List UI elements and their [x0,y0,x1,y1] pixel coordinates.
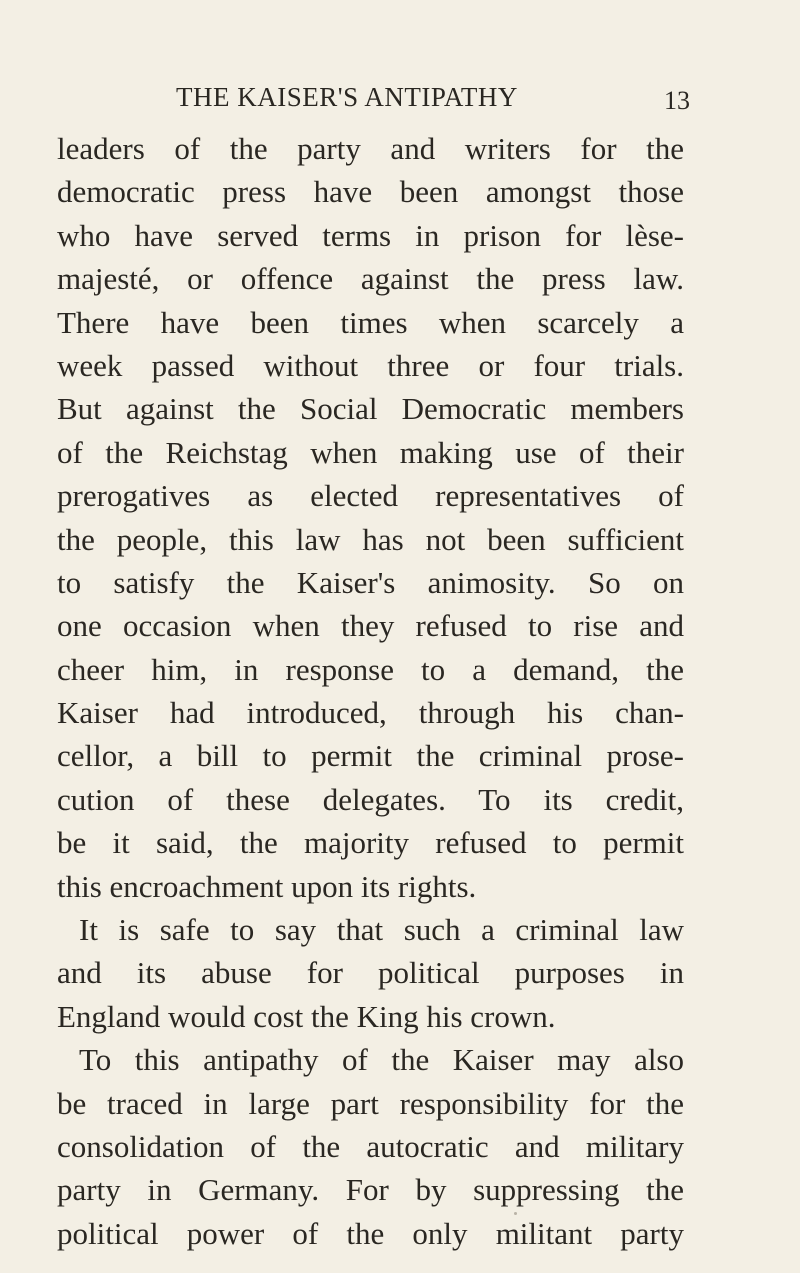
text-line: who have served terms in prison for lèse- [57,217,684,253]
text-line: this encroachment upon its rights. [57,868,477,904]
text-line: be it said, the majority refused to permit [57,825,684,861]
paper-speck [514,1212,517,1215]
text-line: to satisfy the Kaiser's animosity. So on [57,564,684,600]
text-line: leaders of the party and writers for the [57,131,684,166]
text-line: But against the Social Democratic members [57,391,684,427]
text-line: and its abuse for political purposes in [57,955,684,991]
text-line: cheer him, in response to a demand, the [57,651,684,687]
running-head [140,82,690,122]
running-title: THE KAISER'S ANTIPATHY [176,82,518,112]
text-line: Kaiser had introduced, through his chan- [57,695,684,731]
text-line: majesté, or offence against the press law. [57,261,684,297]
text-line: democratic press have been amongst those [57,174,684,210]
text-line: cution of these delegates. To its credit, [57,781,684,817]
text-line: the people, this law has not been sufficient [57,521,684,557]
text-line: political power of the only militant party [57,1215,684,1251]
text-line: consolidation of the autocratic and military [57,1128,684,1164]
text-line: one occasion when they refused to rise and [57,608,684,644]
text-line: There have been times when scarcely a [57,304,684,340]
text-line: of the Reichstag when making use of their [57,434,684,470]
text-line: cellor, a bill to permit the criminal prose- [57,738,684,774]
text-line: week passed without three or four trials. [57,347,684,383]
text-line: It is safe to say that such a criminal law [79,912,684,948]
page-number: 13 [664,86,690,115]
body-text [57,127,684,1255]
text-line: prerogatives as elected representatives of [57,478,684,514]
text-line: To this antipathy of the Kaiser may also [79,1042,684,1078]
text-line: party in Germany. For by suppressing the [57,1172,684,1208]
text-line: England would cost the King his crown. [57,998,556,1034]
text-line: be traced in large part responsibility for the [57,1085,684,1121]
